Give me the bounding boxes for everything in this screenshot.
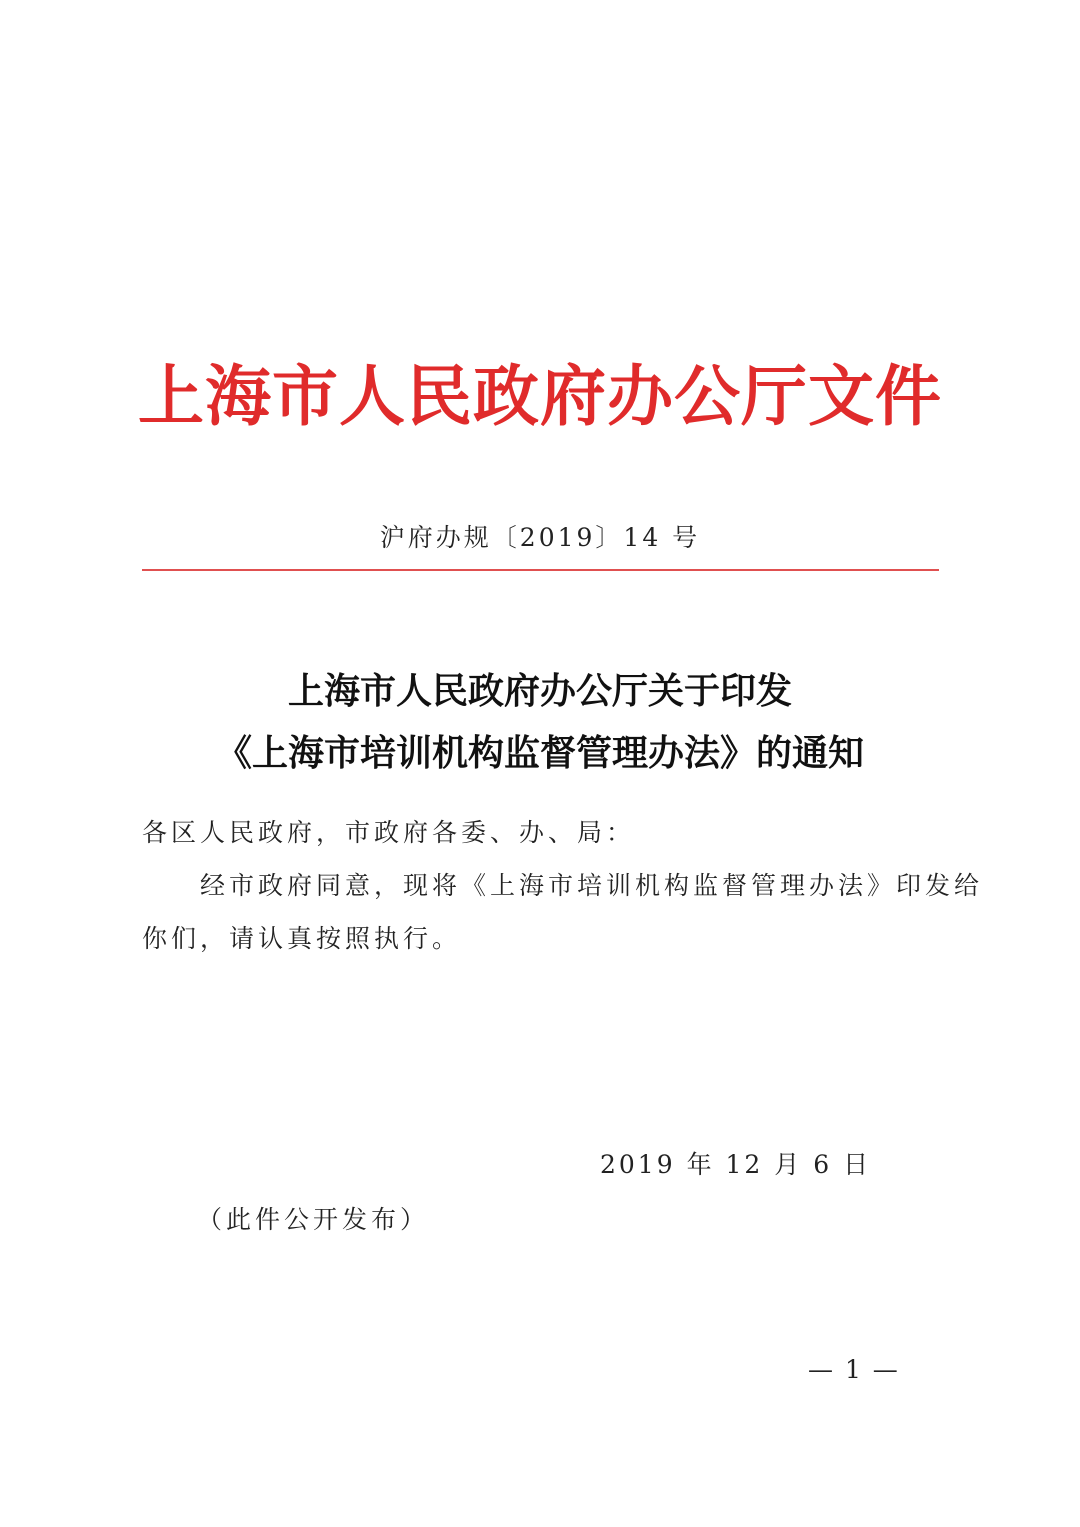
page-number: — 1 — (808, 1355, 900, 1384)
issuer-title: 上海市人民政府办公厅文件 (138, 358, 942, 435)
notice-title (0, 660, 1080, 784)
document-number: 沪府办规〔2019〕14 号 (379, 523, 701, 552)
issue-date: 2019 年 12 月 6 日 (600, 1150, 872, 1179)
body-paragraph-line-2: 你们，请认真按照执行。 (142, 924, 462, 953)
addressee: 各区人民政府，市政府各委、办、局： (142, 818, 636, 847)
red-divider (142, 569, 939, 571)
notice-title-line-2: 《上海市培训机构监督管理办法》的通知 (215, 732, 864, 774)
body-paragraph-line-1: 经市政府同意，现将《上海市培训机构监督管理办法》印发给 (200, 871, 984, 900)
publication-note: （此件公开发布） (197, 1205, 430, 1234)
notice-title-line-1: 上海市人民政府办公厅关于印发 (287, 670, 792, 712)
